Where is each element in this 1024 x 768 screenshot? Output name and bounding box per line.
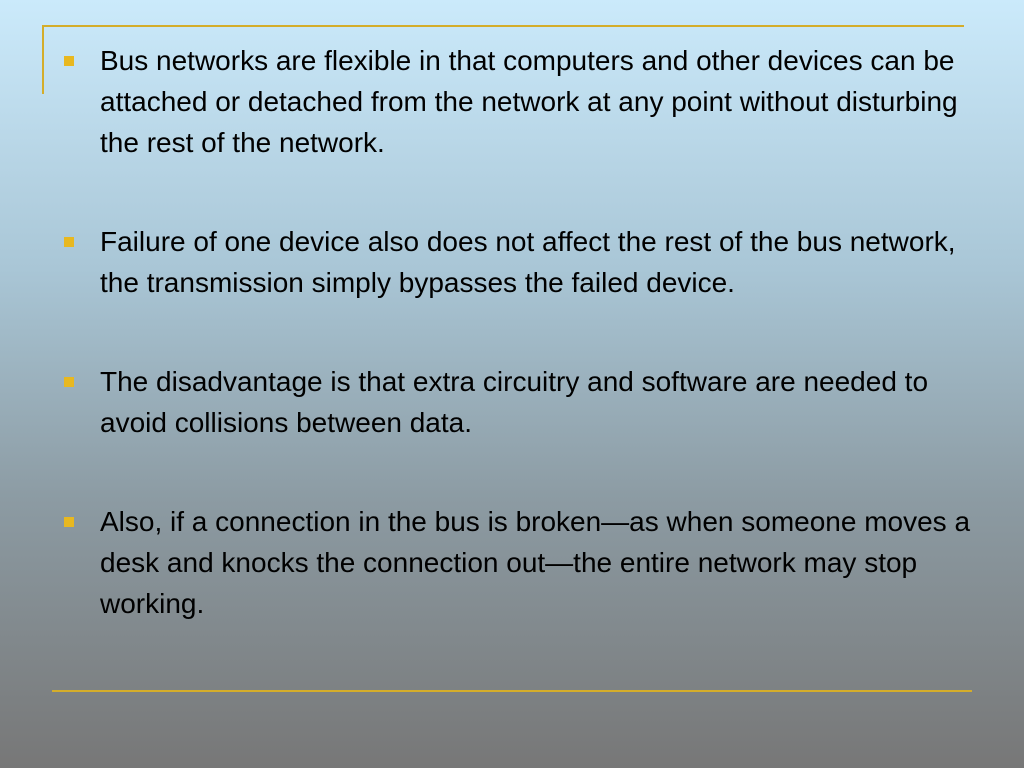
left-rule-line — [42, 25, 44, 94]
square-bullet-icon — [64, 237, 74, 247]
bullet-text: Also, if a connection in the bus is broken—as when someone moves a desk and knocks the connection out—the entire network may stop working. — [100, 506, 971, 619]
bullet-item — [62, 361, 972, 443]
square-bullet-icon — [64, 377, 74, 387]
bullet-text: The disadvantage is that extra circuitry and software are needed to avoid collisions between data. — [100, 366, 929, 438]
bullet-list — [62, 40, 972, 624]
bullet-item — [62, 40, 972, 163]
bottom-rule-line — [52, 690, 972, 692]
bullet-text: Failure of one device also does not affect the rest of the bus network, the transmission simply bypasses the failed device. — [100, 226, 956, 298]
square-bullet-icon — [64, 56, 74, 66]
bullet-text: Bus networks are flexible in that computers and other devices can be attached or detached from the network at any point without disturbing the rest of the network. — [100, 45, 958, 158]
square-bullet-icon — [64, 517, 74, 527]
top-rule-line — [42, 25, 964, 27]
bullet-item — [62, 501, 972, 624]
bullet-item — [62, 221, 972, 303]
